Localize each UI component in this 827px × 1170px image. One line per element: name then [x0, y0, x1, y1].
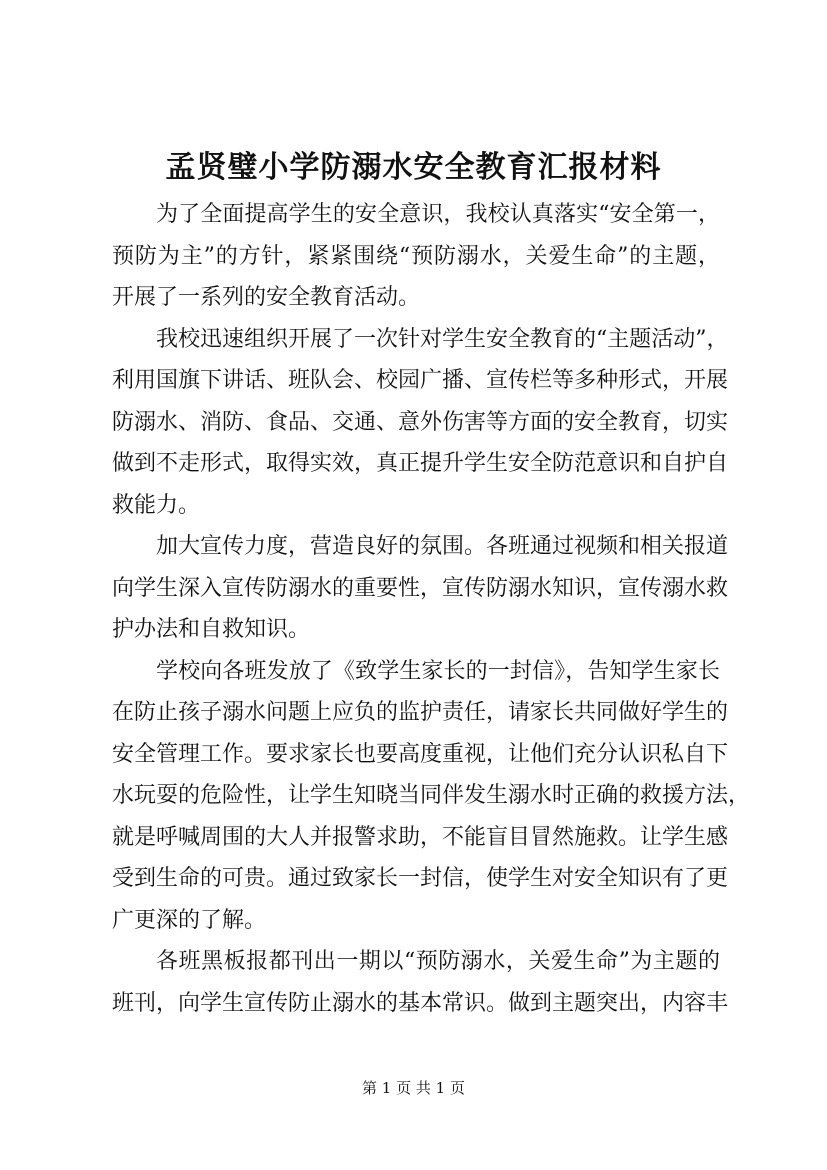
paragraph-line: 受到生命的可贵。通过致家长一封信，使学生对安全知识有了更: [112, 866, 729, 891]
paragraph-5: [112, 941, 729, 1024]
document-title: 孟贤璧小学防溺水安全教育汇报材料: [165, 150, 662, 185]
paragraph-line: 广更深的了解。: [112, 907, 267, 933]
paragraph-line: 在防止孩子溺水问题上应负的监护责任，请家长共同做好学生的: [112, 700, 729, 725]
document-body: [112, 194, 751, 1024]
paragraph-3: [112, 526, 729, 651]
paragraph-line: 利用国旗下讲话、班队会、校园广播、宣传栏等多种形式，开展: [112, 368, 729, 393]
paragraph-4: [112, 651, 751, 942]
paragraph-line: 就是呼喊周围的大人并报警求助，不能盲目冒然施救。让学生感: [112, 824, 729, 850]
paragraph-line: 安全管理工作。要求家长也要高度重视，让他们充分认识私自下: [112, 741, 729, 767]
paragraph-line: 学校向各班发放了《致学生家长的一封信》，告知学生家长: [156, 658, 720, 684]
paragraph-line: 开展了一系列的安全教育活动。: [112, 285, 421, 310]
page-footer: 第 1 页 共 1 页: [362, 1079, 465, 1097]
paragraph-line: 为了全面提高学生的安全意识，我校认真落实“安全第一，: [156, 202, 720, 227]
paragraph-1: [112, 194, 720, 319]
paragraph-line: 各班黑板报都刊出一期以“预防溺水，关爱生命”为主题的: [156, 949, 720, 974]
paragraph-line: 预防为主”的方针，紧紧围绕“预防溺水，关爱生命”的主题，: [112, 243, 720, 269]
paragraph-2: [112, 319, 729, 527]
paragraph-line: 向学生深入宣传防溺水的重要性，宣传防溺水知识，宣传溺水救: [112, 575, 729, 601]
paragraph-line: 水玩耍的危险性，让学生知晓当同伴发生溺水时正确的救援方法，: [112, 783, 751, 808]
paragraph-line: 救能力。: [112, 492, 201, 518]
paragraph-line: 我校迅速组织开展了一次针对学生安全教育的“主题活动”，: [156, 326, 729, 352]
paragraph-line: 加大宣传力度，营造良好的氛围。各班通过视频和相关报道: [156, 534, 729, 559]
paragraph-line: 护办法和自救知识。: [112, 617, 311, 642]
paragraph-line: 防溺水、消防、食品、交通、意外伤害等方面的安全教育，切实: [112, 409, 729, 435]
paragraph-line: 班刊，向学生宣传防止溺水的基本常识。做到主题突出，内容丰: [112, 990, 729, 1016]
paragraph-line: 做到不走形式，取得实效，真正提升学生安全防范意识和自护自: [112, 451, 729, 476]
